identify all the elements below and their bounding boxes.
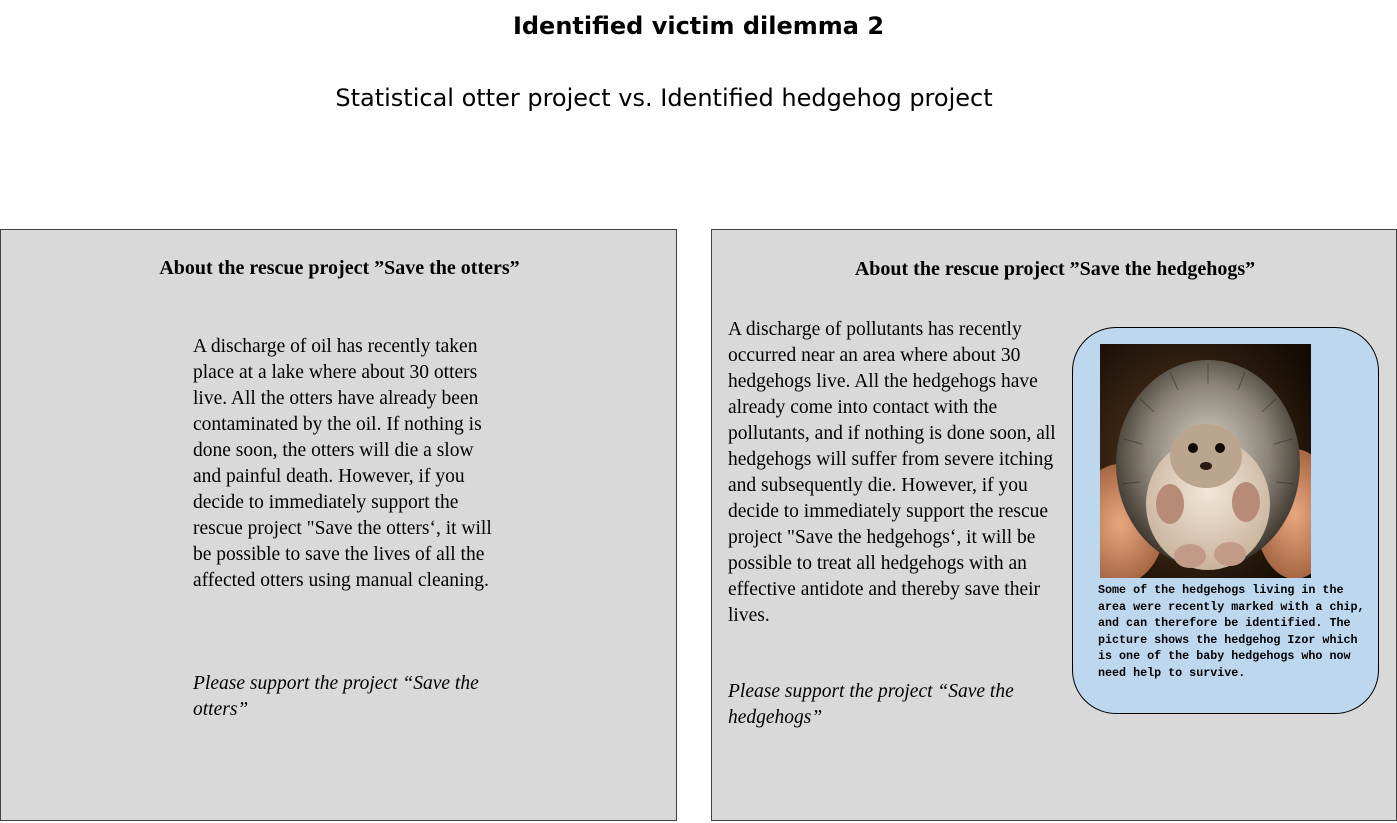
otter-project-panel [0,229,677,821]
otter-panel-appeal: Please support the project “Save the otters” [193,673,479,720]
hedgehog-project-panel [711,229,1397,821]
otter-panel-body: A discharge of oil has recently taken place at a lake where about 30 otters live. All the otters have already been contaminated by the oil. If nothing is done soon, the otters will die a slow and painful death. However, if you decide to immediately support the rescue project "Save the otters‘, it will be possible to save the lives of all the affected otters using manual cleaning. [193,336,492,591]
hedgehog-photo-caption: Some of the hedgehogs living in the area were recently marked with a chip, and can therefore be identified. The picture shows the hedgehog Izor which is one of the baby hedgehogs who now need help to survive. [1098,583,1365,680]
page-title: Identified victim dilemma 2 [512,12,885,40]
hedgehog-panel-body: A discharge of pollutants has recently occurred near an area where about 30 hedgehogs live. All the hedgehogs have already come into contact with the pollutants, and if nothing is done soon, all hedgehogs will suffer from severe itching and subsequently die. However, if you decide to immediately support the rescue project "Save the hedgehogs‘, it will be possible to treat all hedgehogs with an effective antidote and thereby save their lives. [728,319,1056,626]
hedgehog-panel-heading: About the rescue project ”Save the hedgehogs” [854,258,1256,280]
hedgehog-illustration [1100,344,1311,578]
page-subtitle: Statistical otter project vs. Identified hedgehog project [335,84,993,112]
hedgehog-photo [1100,344,1311,578]
hedgehog-panel-appeal: Please support the project “Save the hedgehogs” [728,681,1014,728]
hedgehog-photo-card [1072,327,1379,714]
otter-panel-heading: About the rescue project ”Save the otters” [159,257,520,279]
